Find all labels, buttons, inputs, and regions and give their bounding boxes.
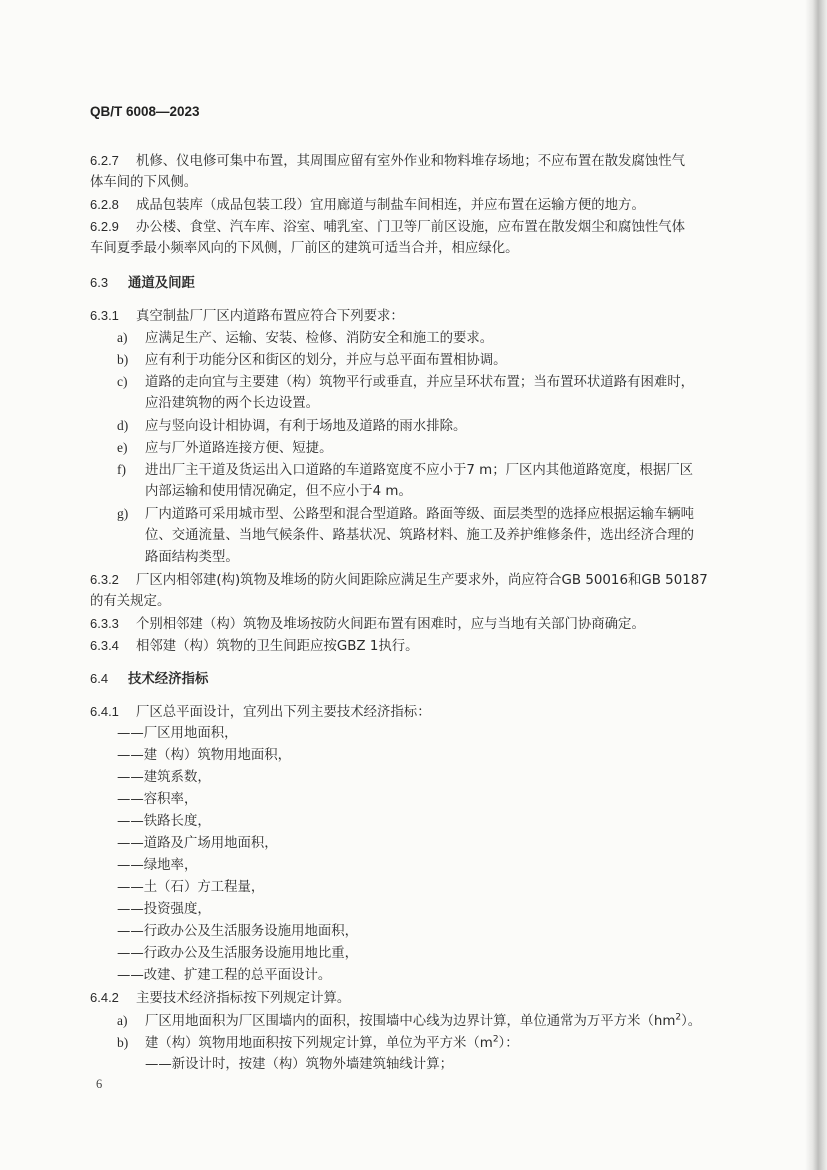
list-item-f-cont bbox=[145, 481, 412, 503]
clause-number: 6.2.9 bbox=[90, 219, 119, 234]
list-item-g bbox=[117, 503, 694, 525]
list-item-g-cont bbox=[145, 547, 239, 569]
indicator-item: ——土（石）方工程量， bbox=[117, 880, 265, 895]
section-number: 6.4 bbox=[90, 671, 109, 686]
clause-6-3-4 bbox=[90, 635, 419, 657]
list-marker: g) bbox=[117, 506, 129, 521]
list-marker: a) bbox=[117, 330, 128, 345]
section-title: 技术经济指标 bbox=[128, 672, 209, 687]
list-item-a bbox=[117, 327, 493, 349]
clause-text: 相邻建（构）筑物的卫生间距应按GBZ 1执行。 bbox=[136, 639, 419, 654]
list-marker: c) bbox=[117, 374, 128, 389]
indicator-item: ——建（构）筑物用地面积， bbox=[117, 748, 292, 763]
clause-text: 办公楼、食堂、汽车库、浴室、哺乳室、门卫等厂前区设施，应布置在散发烟尘和腐蚀性气体 bbox=[136, 220, 686, 235]
clause-6-3-1 bbox=[90, 305, 404, 327]
clause-6-2-9-cont bbox=[90, 238, 519, 260]
clause-text: 体车间的下风侧。 bbox=[90, 175, 198, 190]
section-title: 通道及间距 bbox=[128, 276, 195, 291]
list-item-b bbox=[117, 349, 507, 371]
indicator-item: ——行政办公及生活服务设施用地比重， bbox=[117, 946, 359, 961]
list-text: 应有利于功能分区和街区的划分，并应与总平面布置相协调。 bbox=[145, 353, 507, 368]
list-text-tail: ）。 bbox=[681, 1014, 702, 1029]
section-number: 6.3 bbox=[90, 275, 109, 290]
list-item-c-cont bbox=[145, 393, 319, 415]
clause-number: 6.3.1 bbox=[90, 308, 119, 323]
clause-number: 6.3.4 bbox=[90, 638, 119, 653]
list-item-g-cont bbox=[145, 525, 694, 547]
clause-6-4-2 bbox=[90, 987, 350, 1009]
indicator-item: ——投资强度， bbox=[117, 902, 211, 917]
sub-item: ——新设计时，按建（构）筑物外墙建筑轴线计算； bbox=[145, 1057, 453, 1072]
indicator-item: ——道路及广场用地面积， bbox=[117, 836, 278, 851]
list-text: 路面结构类型。 bbox=[145, 550, 239, 565]
list-item-d bbox=[117, 415, 466, 437]
clause-number: 6.3.3 bbox=[90, 616, 119, 631]
clause-6-2-7-cont bbox=[90, 172, 197, 194]
list-text: 进出厂主干道及货运出入口道路的车道路宽度不应小于7 m；厂区内其他道路宽度，根据厂区 bbox=[145, 463, 694, 478]
list-item-b bbox=[117, 1032, 519, 1054]
list-text: 应沿建筑物的两个长边设置。 bbox=[145, 396, 320, 411]
page-number: 6 bbox=[96, 1077, 103, 1091]
standard-code-header: QB/T 6008—2023 bbox=[90, 104, 200, 119]
list-text: 应与厂外道路连接方便、短捷。 bbox=[145, 441, 333, 456]
indicator-item: ——建筑系数， bbox=[117, 770, 211, 785]
indicator-item: ——绿地率， bbox=[117, 858, 198, 873]
clause-6-2-8 bbox=[90, 194, 645, 216]
page-edge-shadow bbox=[805, 0, 827, 1170]
clause-6-3-2-cont bbox=[90, 591, 170, 613]
clause-6-2-7 bbox=[90, 150, 685, 172]
clause-text: 机修、仪电修可集中布置，其周围应留有室外作业和物料堆存场地；不应布置在散发腐蚀性气 bbox=[136, 154, 686, 169]
clause-6-2-9 bbox=[90, 216, 685, 238]
clause-text: 车间夏季最小频率风向的下风侧，厂前区的建筑可适当合并，相应绿化。 bbox=[90, 241, 519, 256]
clause-number: 6.4.2 bbox=[90, 990, 119, 1005]
indicator-item: ——厂区用地面积， bbox=[117, 726, 238, 741]
list-item-c bbox=[117, 371, 694, 393]
list-marker: d) bbox=[117, 418, 129, 433]
list-text: 应满足生产、运输、安装、检修、消防安全和施工的要求。 bbox=[145, 331, 494, 346]
list-text: 位、交通流量、当地气候条件、路基状况、筑路材料、施工及养护维修条件，选出经济合理的 bbox=[145, 528, 695, 543]
section-heading-6-4 bbox=[90, 668, 208, 690]
list-text: 内部运输和使用情况确定，但不应小于4 m。 bbox=[145, 484, 412, 499]
clause-text: 的有关规定。 bbox=[90, 594, 171, 609]
clause-text: 厂区总平面设计，宜列出下列主要技术经济指标： bbox=[136, 705, 431, 720]
list-text: 应与竖向设计相协调，有利于场地及道路的雨水排除。 bbox=[145, 419, 467, 434]
clause-text: 成品包装库（成品包装工段）宜用廊道与制盐车间相连，并应布置在运输方便的地方。 bbox=[136, 198, 645, 213]
superscript: 2 bbox=[492, 1034, 499, 1045]
clause-text: 个别相邻建（构）筑物及堆场按防火间距布置有困难时，应与当地有关部门协商确定。 bbox=[136, 617, 645, 632]
indicator-item: ——容积率， bbox=[117, 792, 198, 807]
list-text: 道路的走向宜与主要建（构）筑物平行或垂直，并应呈环状布置；当布置环状道路有困难时， bbox=[145, 375, 695, 390]
indicator-item: ——改建、扩建工程的总平面设计。 bbox=[117, 968, 332, 983]
list-text: 建（构）筑物用地面积按下列规定计算，单位为平方米（m bbox=[145, 1036, 493, 1051]
clause-number: 6.3.2 bbox=[90, 572, 119, 587]
list-marker: b) bbox=[117, 1035, 129, 1050]
section-heading-6-3 bbox=[90, 272, 195, 294]
indicator-item: ——铁路长度， bbox=[117, 814, 211, 829]
superscript: 2 bbox=[675, 1012, 682, 1023]
list-marker: b) bbox=[117, 352, 129, 367]
clause-text: 主要技术经济指标按下列规定计算。 bbox=[136, 991, 351, 1006]
clause-6-4-1 bbox=[90, 701, 431, 723]
clause-6-3-2 bbox=[90, 569, 708, 591]
clause-6-3-3 bbox=[90, 613, 645, 635]
list-text-tail: ）： bbox=[498, 1036, 519, 1051]
clause-text: 真空制盐厂厂区内道路布置应符合下列要求： bbox=[136, 309, 404, 324]
list-item-f bbox=[117, 459, 693, 481]
clause-number: 6.4.1 bbox=[90, 704, 119, 719]
list-marker: f) bbox=[117, 462, 126, 477]
clause-number: 6.2.8 bbox=[90, 197, 119, 212]
list-text: 厂区用地面积为厂区围墙内的面积，按围墙中心线为边界计算，单位通常为万平方米（hm bbox=[145, 1014, 676, 1029]
clause-text: 厂区内相邻建(构)筑物及堆场的防火间距除应满足生产要求外，尚应符合GB 50016和GB 50187 bbox=[136, 573, 708, 588]
list-item-e bbox=[117, 437, 332, 459]
list-text: 厂内道路可采用城市型、公路型和混合型道路。路面等级、面层类型的选择应根据运输车辆吨 bbox=[145, 507, 695, 522]
clause-number: 6.2.7 bbox=[90, 153, 119, 168]
indicator-item: ——行政办公及生活服务设施用地面积， bbox=[117, 924, 359, 939]
list-marker: e) bbox=[117, 440, 128, 455]
list-item-a bbox=[117, 1010, 701, 1032]
list-marker: a) bbox=[117, 1013, 128, 1028]
